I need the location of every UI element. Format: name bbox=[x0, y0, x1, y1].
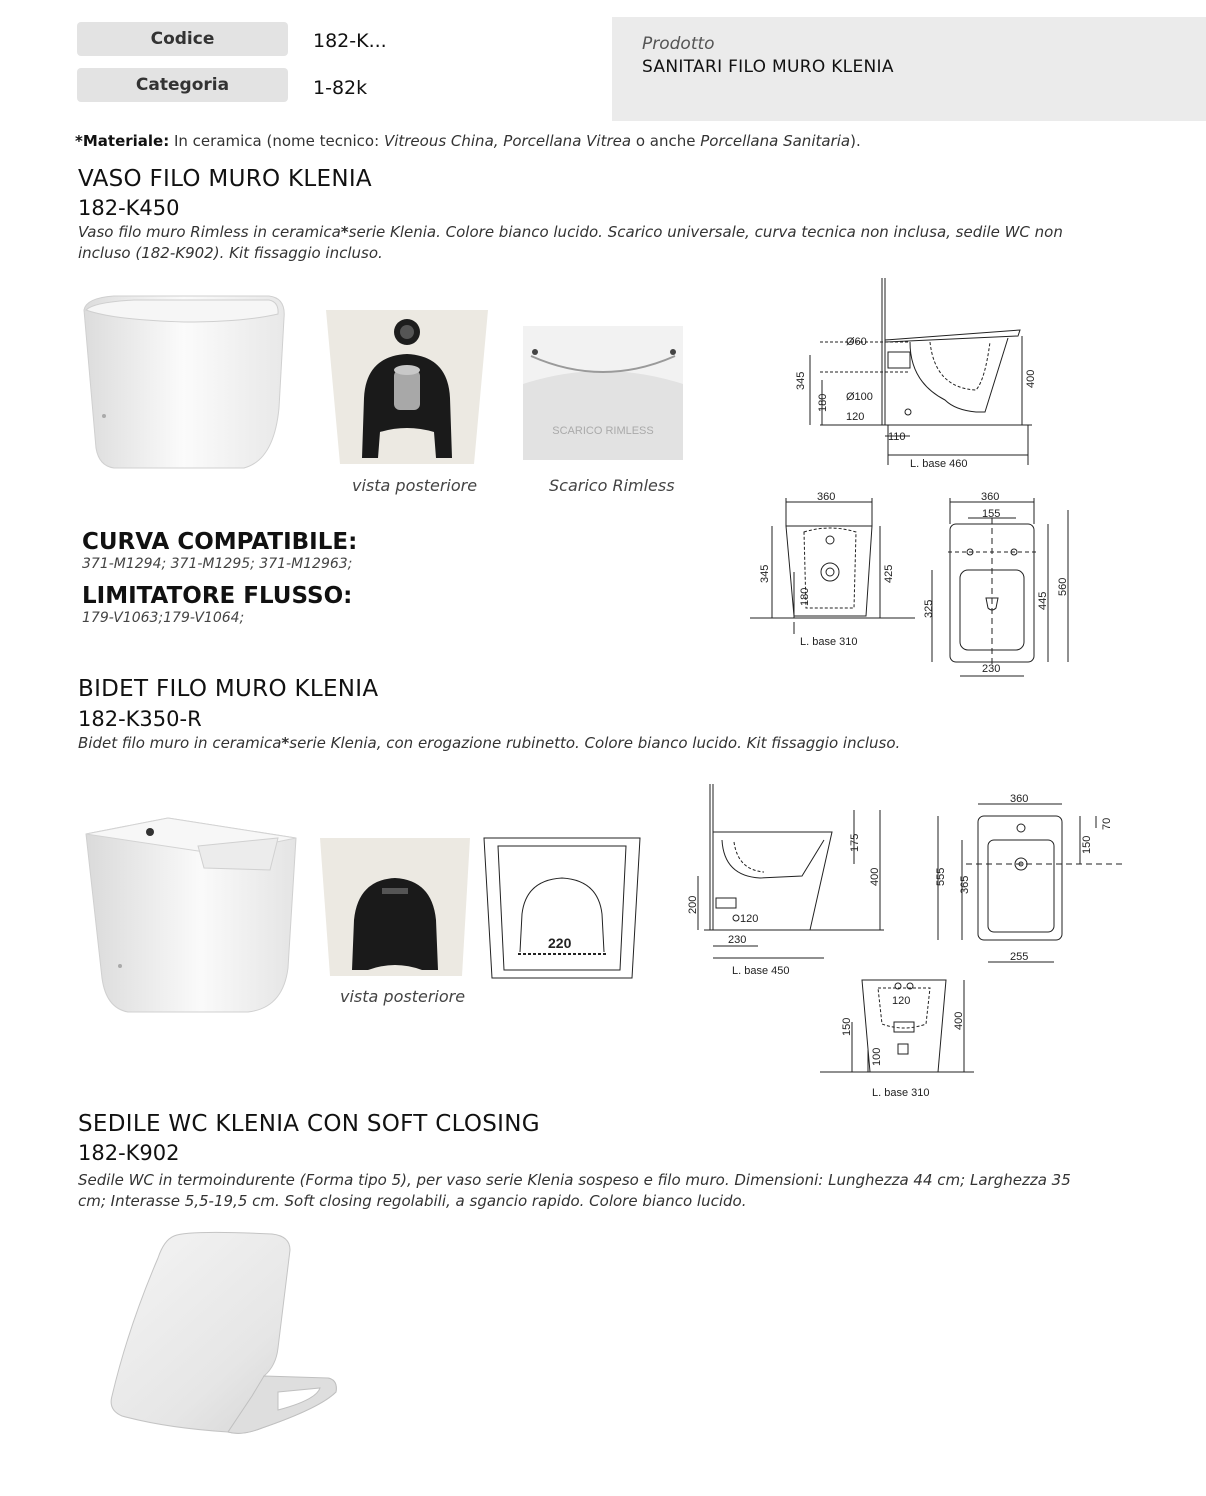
dim-360b: 360 bbox=[981, 491, 1000, 503]
dim-180: 180 bbox=[817, 393, 829, 412]
vaso-photo bbox=[74, 288, 294, 474]
vaso-description bbox=[78, 222, 1088, 264]
sedile-title: SEDILE WC KLENIA CON SOFT CLOSING bbox=[78, 1111, 540, 1137]
material-italic-2: Porcellana Sanitaria bbox=[700, 132, 851, 150]
dim-base450: L. base 450 bbox=[732, 965, 790, 977]
dim-base310: L. base 310 bbox=[800, 636, 858, 648]
codice-value: 182-K... bbox=[313, 30, 387, 52]
vaso-back-photo bbox=[324, 308, 490, 464]
bidet-code: 182-K350-R bbox=[78, 707, 202, 731]
dim-345: 345 bbox=[795, 371, 807, 390]
sedile-description: Sedile WC in termoindurente (Forma tipo 5), per vaso serie Klenia sospeso e filo muro. Dimensioni: Lunghezza 44 cm; Larghezza 35 cm; Interasse 5,5-19,5 cm. Soft closing regolabili, a sgancio rapido. Colore bianco lucido. bbox=[78, 1171, 1071, 1210]
prodotto-label: Prodotto bbox=[642, 34, 715, 54]
bidet-desc-star: * bbox=[281, 734, 290, 752]
bidet-desc-2: serie Klenia, con erogazione rubinetto. Colore bianco lucido. Kit fissaggio incluso. bbox=[289, 734, 901, 752]
bidet-photo bbox=[78, 808, 304, 1018]
dim-120: 120 bbox=[846, 411, 865, 423]
vaso-desc-2: serie Klenia. Colore bianco lucido. Scarico universale, curva tecnica non inclusa, sedile WC non incluso (182-K902). Kit fissaggio incluso. bbox=[78, 223, 1063, 262]
dim-255: 255 bbox=[1010, 951, 1029, 963]
dim-325: 325 bbox=[923, 599, 935, 618]
dim-120-bidet: 120 bbox=[740, 913, 759, 925]
dim-120b-bidet: 120 bbox=[892, 995, 911, 1007]
dim-200: 200 bbox=[687, 895, 699, 914]
dim-70: 70 bbox=[1101, 817, 1113, 830]
codice-label: Codice bbox=[77, 22, 288, 56]
sedile-code: 182-K902 bbox=[78, 1141, 180, 1165]
bidet-description bbox=[78, 733, 1078, 754]
vaso-top-drawing bbox=[918, 488, 1078, 683]
dim-230: 230 bbox=[982, 663, 1001, 675]
vaso-desc-1: Vaso filo muro Rimless in ceramica bbox=[78, 223, 341, 241]
material-text-1: In ceramica (nome tecnico: bbox=[169, 132, 384, 150]
sedile-photo bbox=[102, 1228, 342, 1442]
material-text-3: ). bbox=[850, 132, 861, 150]
material-note bbox=[75, 132, 861, 150]
dim-175: 175 bbox=[849, 833, 861, 852]
dim-360a: 360 bbox=[817, 491, 836, 503]
prodotto-value: SANITARI FILO MURO KLENIA bbox=[642, 57, 894, 77]
dim-360-bidet: 360 bbox=[1010, 793, 1029, 805]
dim-150: 150 bbox=[1081, 835, 1093, 854]
dim-400-bidet: 400 bbox=[869, 867, 881, 886]
dim-150b-bidet: 150 bbox=[841, 1017, 853, 1036]
dim-555: 555 bbox=[935, 867, 947, 886]
bidet-top-drawing bbox=[928, 790, 1128, 970]
vaso-side-drawing bbox=[780, 270, 1040, 475]
dim-345b: 345 bbox=[759, 564, 771, 583]
dim-d100: Ø100 bbox=[846, 391, 873, 403]
vaso-code: 182-K450 bbox=[78, 196, 180, 220]
limitatore-values: 179-V1063;179-V1064; bbox=[82, 610, 245, 626]
bidet-side-drawing bbox=[684, 780, 894, 980]
vaso-title: VASO FILO MURO KLENIA bbox=[78, 166, 372, 192]
material-label: *Materiale: bbox=[75, 132, 170, 150]
product-box bbox=[612, 17, 1206, 121]
dim-445: 445 bbox=[1037, 591, 1049, 610]
categoria-value: 1-82k bbox=[313, 77, 368, 99]
dim-560: 560 bbox=[1057, 577, 1069, 596]
vaso-back-caption: vista posteriore bbox=[352, 476, 478, 495]
dim-100-bidet: 100 bbox=[871, 1047, 883, 1066]
dim-155: 155 bbox=[982, 508, 1001, 520]
bidet-desc-1: Bidet filo muro in ceramica bbox=[78, 734, 282, 752]
categoria-label: Categoria bbox=[77, 68, 288, 102]
bidet-front-drawing bbox=[818, 974, 978, 1100]
dim-425: 425 bbox=[883, 564, 895, 583]
dim-400b-bidet: 400 bbox=[953, 1011, 965, 1030]
bidet-back-photo bbox=[318, 836, 472, 978]
dim-365: 365 bbox=[959, 875, 971, 894]
bidet-outline-drawing bbox=[480, 834, 644, 982]
dim-d60: Ø60 bbox=[846, 336, 867, 348]
dim-400: 400 bbox=[1025, 369, 1037, 388]
dim-110: 110 bbox=[888, 431, 906, 443]
bidet-title: BIDET FILO MURO KLENIA bbox=[78, 676, 379, 702]
material-italic-1: Vitreous China, Porcellana Vitrea bbox=[383, 132, 632, 150]
dim-180b: 180 bbox=[799, 587, 811, 606]
curva-title: CURVA COMPATIBILE: bbox=[82, 529, 358, 555]
vaso-desc-star: * bbox=[340, 223, 349, 241]
dim-base310-bidet: L. base 310 bbox=[872, 1087, 930, 1099]
limitatore-title: LIMITATORE FLUSSO: bbox=[82, 583, 353, 609]
material-text-2: o anche bbox=[631, 132, 701, 150]
curva-values: 371-M1294; 371-M1295; 371-M12963; bbox=[82, 556, 353, 572]
dim-230-bidet: 230 bbox=[728, 934, 747, 946]
rimless-photo-label: SCARICO RIMLESS bbox=[552, 425, 654, 437]
dim-base460: L. base 460 bbox=[910, 458, 968, 470]
vaso-rimless-photo bbox=[523, 326, 683, 460]
vaso-front-drawing bbox=[750, 488, 920, 653]
vaso-rimless-caption: Scarico Rimless bbox=[549, 476, 675, 495]
dim-220: 220 bbox=[548, 935, 572, 951]
bidet-back-caption: vista posteriore bbox=[340, 987, 466, 1006]
